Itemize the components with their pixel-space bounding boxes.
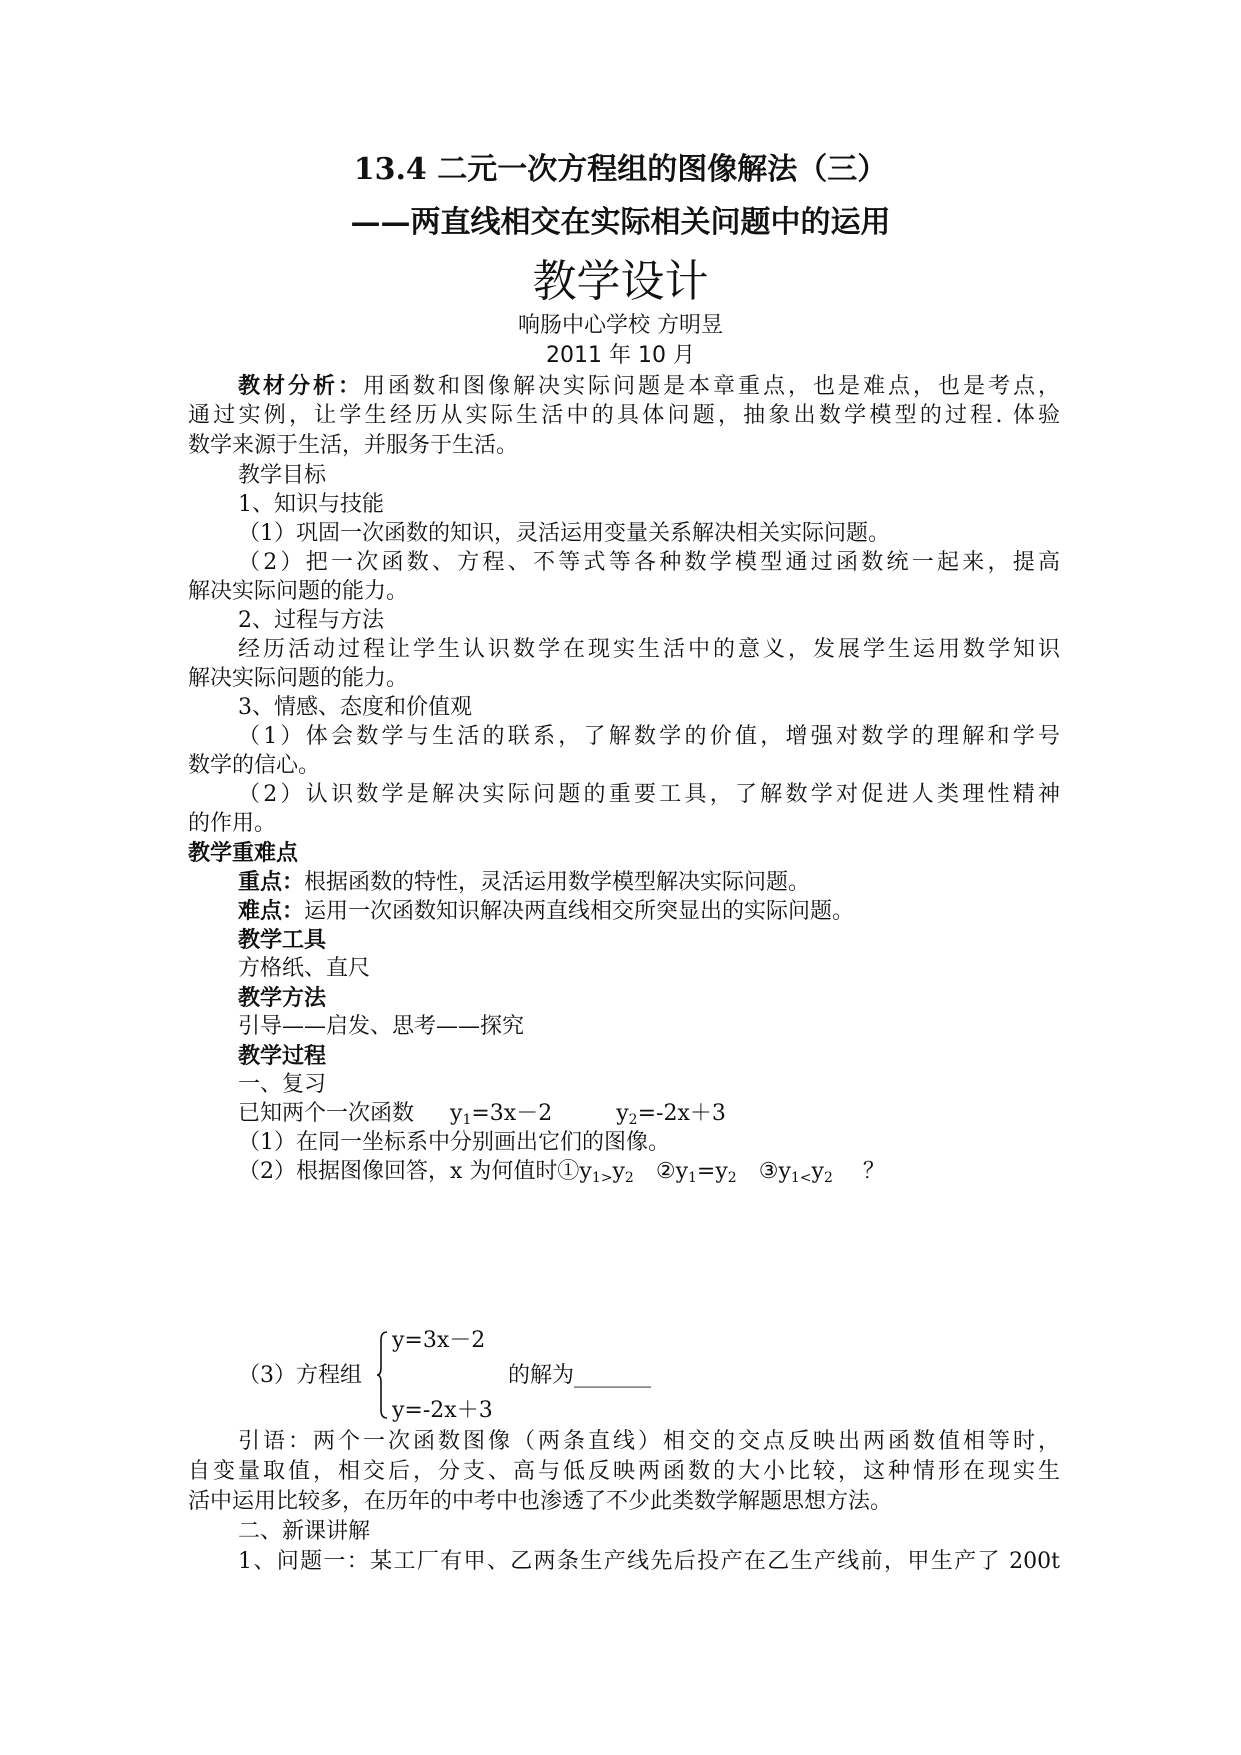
- tools-text: 方格纸、直尺: [238, 956, 371, 981]
- intro-paragraph-line-2: 自变量取值，相交后，分支、高与低反映两函数的大小比较，这种情形在现实生: [188, 1459, 1060, 1484]
- review-question-2: [238, 1156, 1060, 1194]
- system-answer-blank: 的解为_______: [508, 1363, 652, 1388]
- goal-emotion-item-1-line-1: （1）体会数学与生活的联系，了解数学的价值，增强对数学的理解和学号: [238, 724, 1060, 749]
- date-line: 2011 年 10 月: [546, 343, 695, 368]
- goal-emotion-item-1-line-2: 数学的信心。: [188, 753, 321, 778]
- function-y2: $y_2=-2x+3$: [616, 1101, 726, 1128]
- section-heading-tools: 教学工具: [238, 927, 327, 953]
- function-y1: $y_1=3x-2$: [450, 1101, 553, 1128]
- system-label: （3）方程组: [238, 1363, 362, 1388]
- goal-knowledge-item-2-line-1: （2）把一次函数、方程、不等式等各种数学模型通过函数统一起来，提高: [238, 550, 1060, 575]
- goal-emotion-title: 3、情感、态度和价值观: [238, 695, 472, 720]
- condition-a: $①y_{1>}y_2$: [557, 1159, 634, 1186]
- system-equation-1: y=3x－2: [392, 1328, 486, 1353]
- goal-process-item-line-1: 经历活动过程让学生认识数学在现实生活中的意义，发展学生运用数学知识: [238, 637, 1060, 662]
- analysis-paragraph-line-2: 通过实例，让学生经历从实际生活中的具体问题，抽象出数学模型的过程. 体验: [188, 403, 1060, 428]
- review-title: 一、复习: [238, 1072, 327, 1097]
- condition-b: $②y_1=y_2$: [655, 1159, 737, 1186]
- section-heading-goals: 教学目标: [238, 463, 327, 488]
- focus-difficult-label: 难点：: [238, 898, 305, 924]
- review-question-1: （1）在同一坐标系中分别画出它们的图像。: [238, 1130, 670, 1155]
- analysis-paragraph-line-3: 数学来源于生活，并服务于生活。: [188, 433, 519, 458]
- goal-knowledge-title: 1、知识与技能: [238, 492, 384, 517]
- focus-key-label: 重点：: [238, 869, 305, 895]
- page-subtitle: ——两直线相交在实际相关问题中的运用: [350, 205, 891, 240]
- goal-emotion-item-2-line-2: 的作用。: [188, 811, 277, 836]
- section-heading-method: 教学方法: [238, 985, 327, 1011]
- document-type-heading: 教学设计: [532, 256, 709, 307]
- goal-emotion-item-2-line-1: （2）认识数学是解决实际问题的重要工具，了解数学对促进人类理性精神: [238, 782, 1060, 807]
- system-equation-2: y=-2x＋3: [392, 1398, 493, 1423]
- new-lesson-title: 二、新课讲解: [238, 1519, 371, 1544]
- goal-process-title: 2、过程与方法: [238, 608, 384, 633]
- question-mark: ？: [862, 1159, 885, 1184]
- author-line: 响肠中心学校 方明昱: [518, 313, 723, 338]
- goal-process-item-line-2: 解决实际问题的能力。: [188, 666, 409, 691]
- method-text: 引导——启发、思考——探究: [238, 1014, 525, 1039]
- intro-paragraph-line-1: 引语：两个一次函数图像（两条直线）相交的交点反映出两函数值相等时，: [238, 1429, 1060, 1454]
- question-2-text: （2）根据图像回答，x 为何值时: [238, 1159, 558, 1184]
- goal-knowledge-item-2-line-2: 解决实际问题的能力。: [188, 579, 409, 604]
- analysis-paragraph-line-1: [238, 370, 1060, 403]
- condition-c: $③y_{1<}y_2$: [758, 1159, 833, 1186]
- problem-1-line: 1、问题一：某工厂有甲、乙两条生产线先后投产在乙生产线前，甲生产了 200t: [238, 1549, 1060, 1574]
- focus-key-text: 根据函数的特性，灵活运用数学模型解决实际问题。: [304, 870, 811, 895]
- analysis-text: 用函数和图像解决实际问题是本章重点，也是难点，也是考点，: [363, 374, 1060, 399]
- section-heading-focus: 教学重难点: [188, 840, 299, 866]
- goal-knowledge-item-1: （1）巩固一次函数的知识，灵活运用变量关系解决相关实际问题。: [238, 521, 890, 546]
- section-heading-process: 教学过程: [238, 1043, 327, 1069]
- focus-difficult-text: 运用一次函数知识解决两直线相交所突显出的实际问题。: [304, 899, 855, 924]
- intro-paragraph-line-3: 活中运用比较多，在历年的中考中也渗透了不少此类数学解题思想方法。: [188, 1489, 893, 1514]
- analysis-label: 教材分析：: [238, 373, 363, 399]
- given-text: 已知两个一次函数: [238, 1101, 415, 1126]
- page-title: 13.4 二元一次方程组的图像解法（三）: [353, 152, 888, 187]
